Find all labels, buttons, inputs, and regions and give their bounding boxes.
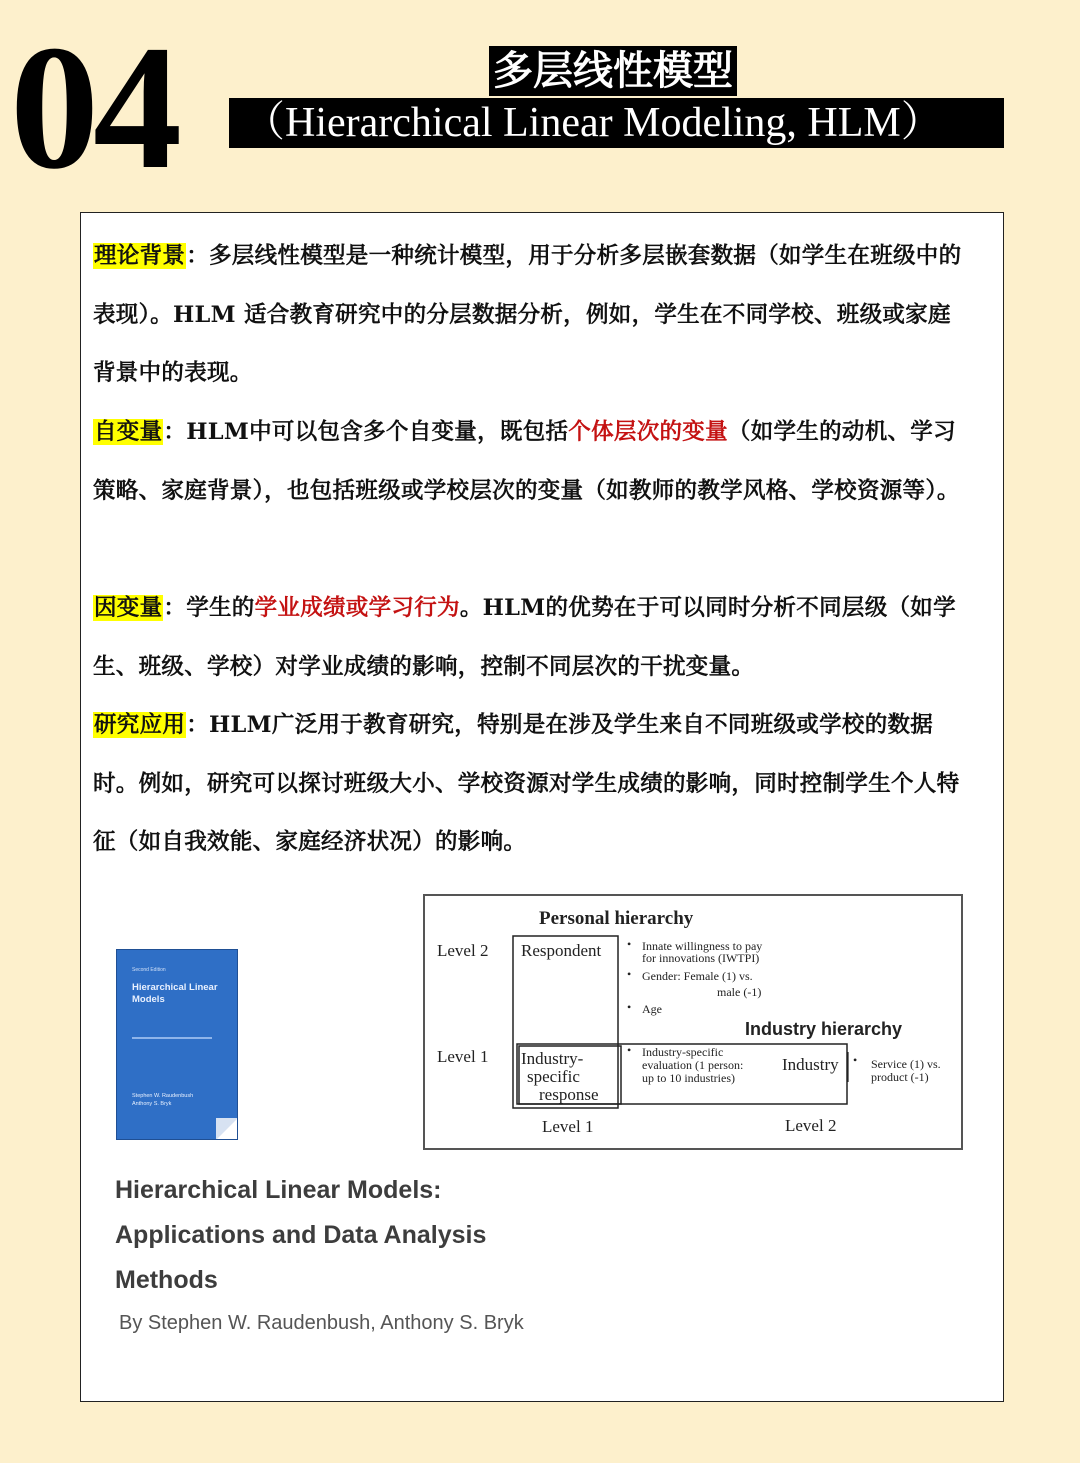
text-independent-b: （如学生的动机、学习策略、家庭背景），也包括班级或学校层次的变量（如教师的教学风格、学校资源等）。 — [93, 419, 960, 504]
book-cover-title-line2: Models — [132, 994, 165, 1005]
label-independent: 自变量 — [94, 419, 163, 445]
col-level2-label: Level 2 — [785, 1116, 837, 1135]
bullet-dot: • — [627, 1043, 632, 1057]
bullet-dot: • — [627, 967, 632, 981]
text-dependent-b: 。HLM的优势在于可以同时分析不同层级（如学生、班级、学校）对学业成绩的影响，控制不同层次的干扰变量。 — [93, 595, 956, 680]
text-dependent-a: ：学生的 — [163, 595, 255, 621]
paragraph-theory — [93, 227, 973, 403]
emph-individual-level: 个体层次的变量 — [568, 419, 728, 445]
row-level2-label: Level 2 — [437, 941, 489, 960]
book-cover-author2: Anthony S. Bryk — [132, 1101, 172, 1107]
label-theory: 理论背景 — [94, 243, 186, 269]
title-english: （Hierarchical Linear Modeling, HLM） — [229, 98, 1004, 148]
bullet-service: Service (1) vs. — [871, 1057, 941, 1071]
bullet-dot: • — [853, 1053, 858, 1067]
section-number: 04 — [10, 8, 176, 206]
bullet-gender-1: Gender: Female (1) vs. — [642, 969, 753, 983]
book-title-line3: Methods — [115, 1266, 218, 1294]
title-chinese: 多层线性模型 — [489, 46, 737, 96]
industry-label: Industry — [782, 1055, 839, 1074]
bullet-isr-2: evaluation (1 person: — [642, 1058, 744, 1072]
book-cover — [116, 949, 238, 1140]
book-byline: By Stephen W. Raudenbush, Anthony S. Bryk — [119, 1312, 524, 1334]
bullet-isr-3: up to 10 industries) — [642, 1071, 735, 1085]
bullet-age: Age — [642, 1002, 662, 1016]
bullet-dot: • — [627, 1000, 632, 1014]
label-dependent: 因变量 — [94, 595, 163, 621]
col-level1-label: Level 1 — [542, 1117, 594, 1136]
text-theory: ：多层线性模型是一种统计模型，用于分析多层嵌套数据（如学生在班级中的表现）。HLM 适合教育研究中的分层数据分析，例如，学生在不同学校、班级或家庭背景中的表现。 — [93, 243, 962, 386]
book-cover-title-line1: Hierarchical Linear — [132, 982, 218, 993]
isr-line2: specific — [527, 1067, 580, 1086]
personal-hierarchy-title: Personal hierarchy — [539, 908, 694, 929]
bullet-gender-2: male (-1) — [717, 985, 762, 999]
book-cover-authors — [132, 1092, 193, 1108]
isr-line3: response — [539, 1085, 599, 1104]
text-independent-a: ：HLM中可以包含多个自变量，既包括 — [163, 419, 569, 445]
bullet-dot: • — [627, 937, 632, 951]
paragraph-application — [93, 696, 973, 872]
book-cover-rule — [132, 1037, 212, 1039]
paragraph-dependent — [93, 579, 973, 696]
emph-achievement: 学业成绩或学习行为 — [254, 595, 460, 621]
bullet-iwtpi-2: for innovations (IWTPI) — [642, 951, 760, 965]
respondent-label: Respondent — [521, 941, 602, 960]
industry-hierarchy-title: Industry hierarchy — [745, 1019, 903, 1039]
book-cover-author1: Stephen W. Raudenbush — [132, 1093, 194, 1099]
page-curl-icon — [216, 1118, 238, 1140]
content-card — [80, 212, 1004, 1402]
row-level1-label: Level 1 — [437, 1047, 489, 1066]
hierarchy-diagram — [423, 894, 963, 1150]
text-application: ：HLM广泛用于教育研究，特别是在涉及学生来自不同班级或学校的数据时。例如，研究可以探讨班级大小、学校资源对学生成绩的影响，同时控制学生个人特征（如自我效能、家庭经济状况）的影响。 — [93, 712, 960, 855]
paragraph-independent — [93, 403, 973, 520]
isr-line1: Industry- — [521, 1049, 584, 1068]
label-application: 研究应用 — [94, 712, 186, 738]
book-title-line2: Applications and Data Analysis — [115, 1221, 487, 1249]
book-edition: Second Edition — [132, 967, 166, 973]
bullet-product: product (-1) — [871, 1070, 929, 1084]
bullet-iwtpi-1: Innate willingness to pay — [642, 939, 763, 953]
book-title-line1: Hierarchical Linear Models: — [115, 1176, 442, 1204]
bullet-isr-1: Industry-specific — [642, 1045, 724, 1059]
book-cover-title — [132, 982, 218, 1006]
